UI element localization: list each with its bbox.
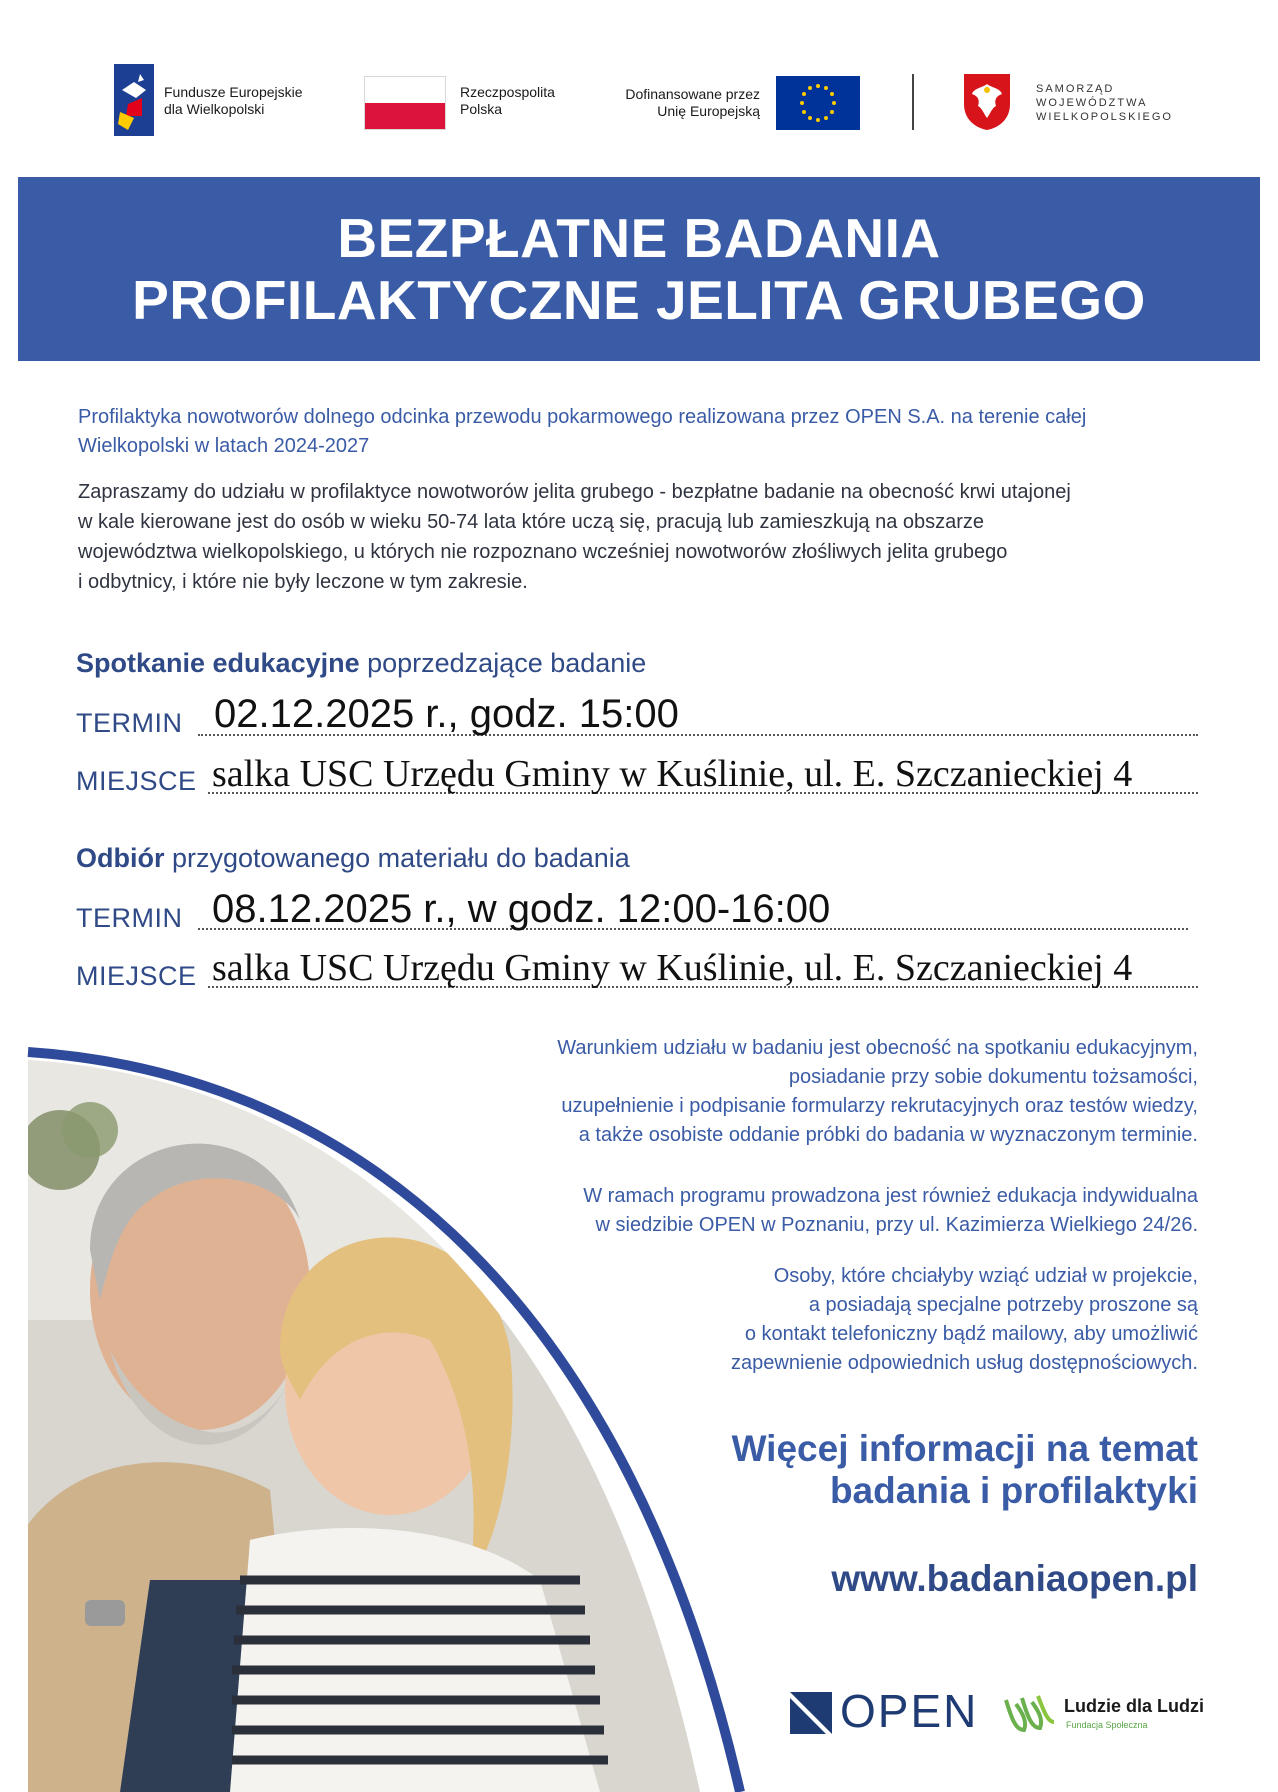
pickup-heading-bold: Odbiór — [76, 843, 165, 873]
wielkopolska-coat-of-arms-icon — [962, 72, 1012, 132]
education-text — [438, 1182, 1198, 1240]
accessibility-line1: Osoby, które chciałyby wziąć udział w projekcie, — [773, 1265, 1198, 1287]
meeting-termin-value: 02.12.2025 r., godz. 15:00 — [214, 692, 679, 736]
page-title — [18, 207, 1260, 331]
meeting-heading — [76, 648, 646, 679]
ludzie-dla-ludzi-subtext: Fundacja Społeczna — [1066, 1720, 1148, 1730]
fundusze-europejskie-logo — [114, 64, 154, 136]
conditions-line3: uzupełnienie i podpisanie formularzy rekrutacyjnych oraz testów wiedzy, — [561, 1095, 1198, 1117]
invite-line3: województwa wielkopolskiego, u których nie rozpoznano wcześniej nowotworów złośliwych jelita grubego — [78, 541, 1008, 563]
meeting-heading-rest: poprzedzające badanie — [359, 648, 647, 678]
eu-flag-icon — [776, 76, 860, 130]
wlkp-line1: SAMORZĄD — [1036, 83, 1115, 95]
conditions-text — [438, 1034, 1198, 1150]
education-line2: w siedzibie OPEN w Poznaniu, przy ul. Kazimierza Wielkiego 24/26. — [595, 1214, 1198, 1236]
meeting-miejsce-label: MIEJSCE — [76, 766, 197, 796]
invite-line2: w kale kierowane jest do osób w wieku 50-74 lata które uczą się, pracują lub zamieszkują na obszarze — [78, 511, 985, 533]
pickup-heading — [76, 843, 630, 874]
ue-logo-text — [606, 86, 760, 120]
ue-line1: Dofinansowane przez — [625, 86, 760, 102]
invite-line4: i odbytnicy, i które nie były leczone w tym zakresie. — [78, 571, 528, 593]
wlkp-logo-text — [1036, 82, 1173, 124]
accessibility-line4: zapewnienie odpowiednich usług dostępnościowych. — [731, 1352, 1198, 1374]
fe-line2: dla Wielkopolski — [164, 101, 265, 117]
open-logo-text: OPEN — [840, 1685, 979, 1737]
intro-text — [78, 403, 1208, 461]
website-link[interactable]: www.badaniaopen.pl — [831, 1558, 1198, 1599]
accessibility-line2: a posiadają specjalne potrzeby proszone są — [808, 1294, 1198, 1316]
rp-logo-text — [460, 84, 555, 118]
more-info-line2: badania i profilaktyki — [829, 1470, 1198, 1511]
more-info-heading — [732, 1428, 1198, 1512]
intro-line2: Wielkopolski w latach 2024-2027 — [78, 435, 370, 457]
pickup-heading-rest: przygotowanego materiału do badania — [164, 843, 630, 873]
pickup-miejsce-value: salka USC Urzędu Gminy w Kuślinie, ul. E. Szczanieckiej 4 — [212, 947, 1133, 989]
meeting-miejsce-value: salka USC Urzędu Gminy w Kuślinie, ul. E. Szczanieckiej 4 — [212, 753, 1133, 795]
logo-divider — [912, 74, 914, 130]
rp-line2: Polska — [460, 101, 503, 117]
pickup-miejsce-label: MIEJSCE — [76, 961, 197, 991]
meeting-termin-label: TERMIN — [76, 708, 183, 738]
conditions-line1: Warunkiem udziału w badaniu jest obecność na spotkaniu edukacyjnym, — [557, 1037, 1198, 1059]
ue-line2: Unię Europejską — [657, 103, 760, 119]
rp-line1: Rzeczpospolita — [460, 84, 555, 100]
polish-flag-icon — [364, 76, 446, 130]
title-line1: BEZPŁATNE BADANIA — [337, 207, 941, 269]
invitation-text — [78, 477, 1208, 597]
intro-line1: Profilaktyka nowotworów dolnego odcinka przewodu pokarmowego realizowana przez OPEN S.A. na terenie całej — [78, 406, 1087, 428]
accessibility-line3: o kontakt telefoniczny bądź mailowy, aby umożliwić — [744, 1323, 1198, 1345]
more-info-line1: Więcej informacji na temat — [731, 1428, 1198, 1469]
fe-line1: Fundusze Europejskie — [164, 84, 303, 100]
title-banner — [18, 177, 1260, 361]
logo-bar — [0, 0, 1278, 160]
ludzie-dla-ludzi-text: Ludzie dla Ludzi — [1064, 1696, 1204, 1716]
pickup-termin-label: TERMIN — [76, 903, 183, 933]
title-line2: PROFILAKTYCZNE JELITA GRUBEGO — [132, 269, 1146, 331]
fe-logo-text — [164, 84, 303, 118]
accessibility-text — [438, 1262, 1198, 1378]
conditions-line4: a także osobiste oddanie próbki do badania w wyznaczonym terminie. — [578, 1124, 1198, 1146]
education-line1: W ramach programu prowadzona jest również edukacja indywidualna — [583, 1185, 1198, 1207]
ludzie-dla-ludzi-logo-icon — [1002, 1690, 1056, 1736]
invite-line1: Zapraszamy do udziału w profilaktyce nowotworów jelita grubego - bezpłatne badanie na obecność krwi utajonej — [78, 481, 1071, 503]
open-logo-icon — [790, 1690, 832, 1736]
pickup-termin-value: 08.12.2025 r., w godz. 12:00-16:00 — [212, 887, 831, 931]
wlkp-line3: WIELKOPOLSKIEGO — [1036, 111, 1173, 123]
meeting-heading-bold: Spotkanie edukacyjne — [76, 648, 360, 678]
conditions-line2: posiadanie przy sobie dokumentu tożsamości, — [788, 1066, 1198, 1088]
wlkp-line2: WOJEWÓDZTWA — [1036, 97, 1148, 109]
